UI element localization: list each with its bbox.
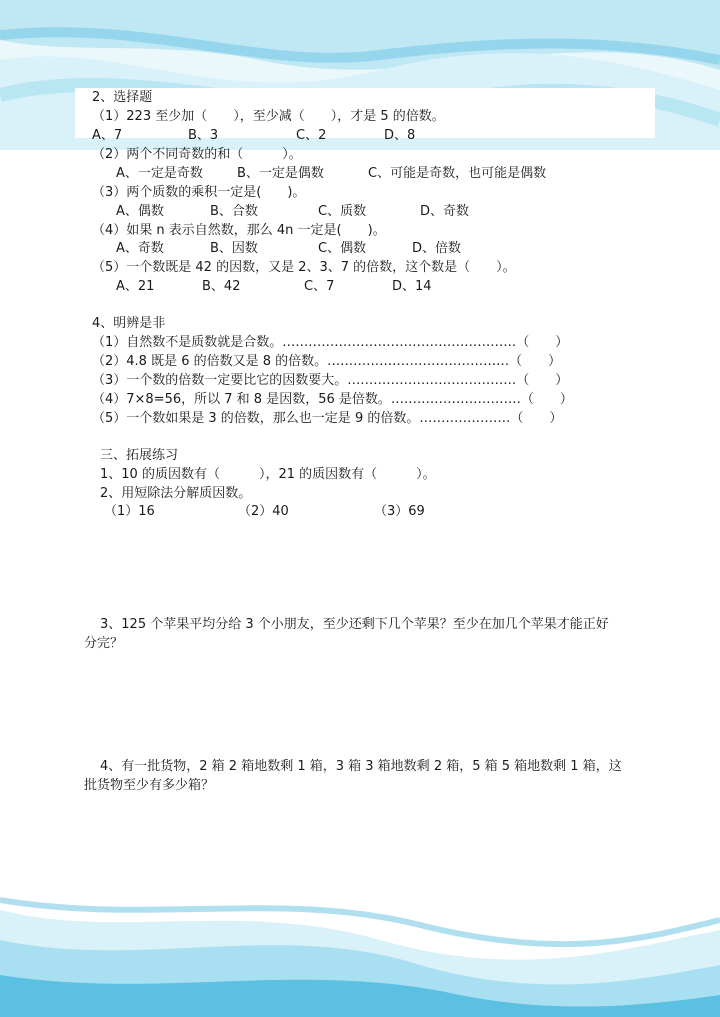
extension-p4-line2: 批货物至少有多少箱？ [84, 778, 215, 793]
q2-option-b: B、一定是偶数 [237, 166, 324, 181]
q5-text: （5）一个数既是 42 的因数，又是 2、3、7 的倍数，这个数是（ ）。 [92, 260, 516, 275]
judge-item-1: （1）自然数不是质数就是合数。………………………………………………（ ） [92, 335, 569, 350]
q2-text: （2）两个不同奇数的和（ ）。 [92, 147, 302, 162]
q1-text: （1）223 至少加（ ），至少减（ ），才是 5 的倍数。 [92, 109, 445, 124]
q4-option-d: D、倍数 [412, 241, 462, 256]
q2-option-a: A、一定是奇数 [116, 166, 203, 181]
section-4-title: 4、明辨是非 [92, 316, 166, 331]
q3-option-c: C、质数 [318, 204, 367, 219]
section-3-title: 三、拓展练习 [100, 448, 179, 463]
q4-option-c: C、偶数 [318, 241, 367, 256]
q1-option-d: D、8 [384, 128, 416, 143]
judge-item-3: （3）一个数的倍数一定要比它的因数要大。…………………………………（ ） [92, 373, 569, 388]
judge-item-4: （4）7×8=56，所以 7 和 8 是因数，56 是倍数。…………………………（ ） [92, 392, 573, 407]
extension-p4-line1: 4、有一批货物，2 箱 2 箱地数剩 1 箱，3 箱 3 箱地数剩 2 箱，5 箱 5 箱地数剩 1 箱，这 [100, 759, 622, 774]
q3-option-b: B、合数 [210, 204, 258, 219]
q5-option-b: B、42 [202, 279, 241, 294]
q5-option-a: A、21 [116, 279, 155, 294]
q3-option-a: A、偶数 [116, 204, 164, 219]
judge-item-2: （2）4.8 既是 6 的倍数又是 8 的倍数。……………………………………（ ） [92, 354, 562, 369]
q3-text: （3）两个质数的乘积一定是( )。 [92, 185, 306, 200]
factorize-item-2: （2）40 [238, 504, 289, 519]
q3-option-d: D、奇数 [420, 204, 470, 219]
extension-p2: 2、用短除法分解质因数。 [100, 486, 252, 501]
factorize-item-3: （3）69 [374, 504, 425, 519]
q2-option-c: C、可能是奇数，也可能是偶数 [368, 166, 547, 181]
q1-option-a: A、7 [92, 128, 123, 143]
q5-option-d: D、14 [392, 279, 432, 294]
bottom-wave-decoration [0, 880, 720, 1017]
q5-option-c: C、7 [304, 279, 335, 294]
q4-option-a: A、奇数 [116, 241, 164, 256]
extension-p1: 1、10 的质因数有（ ），21 的质因数有（ ）。 [100, 467, 436, 482]
q1-option-c: C、2 [296, 128, 327, 143]
q4-text: （4）如果 n 表示自然数，那么 4n 一定是( )。 [92, 223, 386, 238]
q4-option-b: B、因数 [210, 241, 258, 256]
q1-option-b: B、3 [188, 128, 219, 143]
extension-p3-line2: 分完？ [84, 636, 124, 651]
extension-p3-line1: 3、125 个苹果平均分给 3 个小朋友，至少还剩下几个苹果？至少在加几个苹果才能正好 [100, 617, 609, 632]
section-2-title: 2、选择题 [92, 90, 153, 105]
factorize-item-1: （1）16 [104, 504, 155, 519]
judge-item-5: （5）一个数如果是 3 的倍数，那么也一定是 9 的倍数。…………………（ ） [92, 411, 563, 426]
